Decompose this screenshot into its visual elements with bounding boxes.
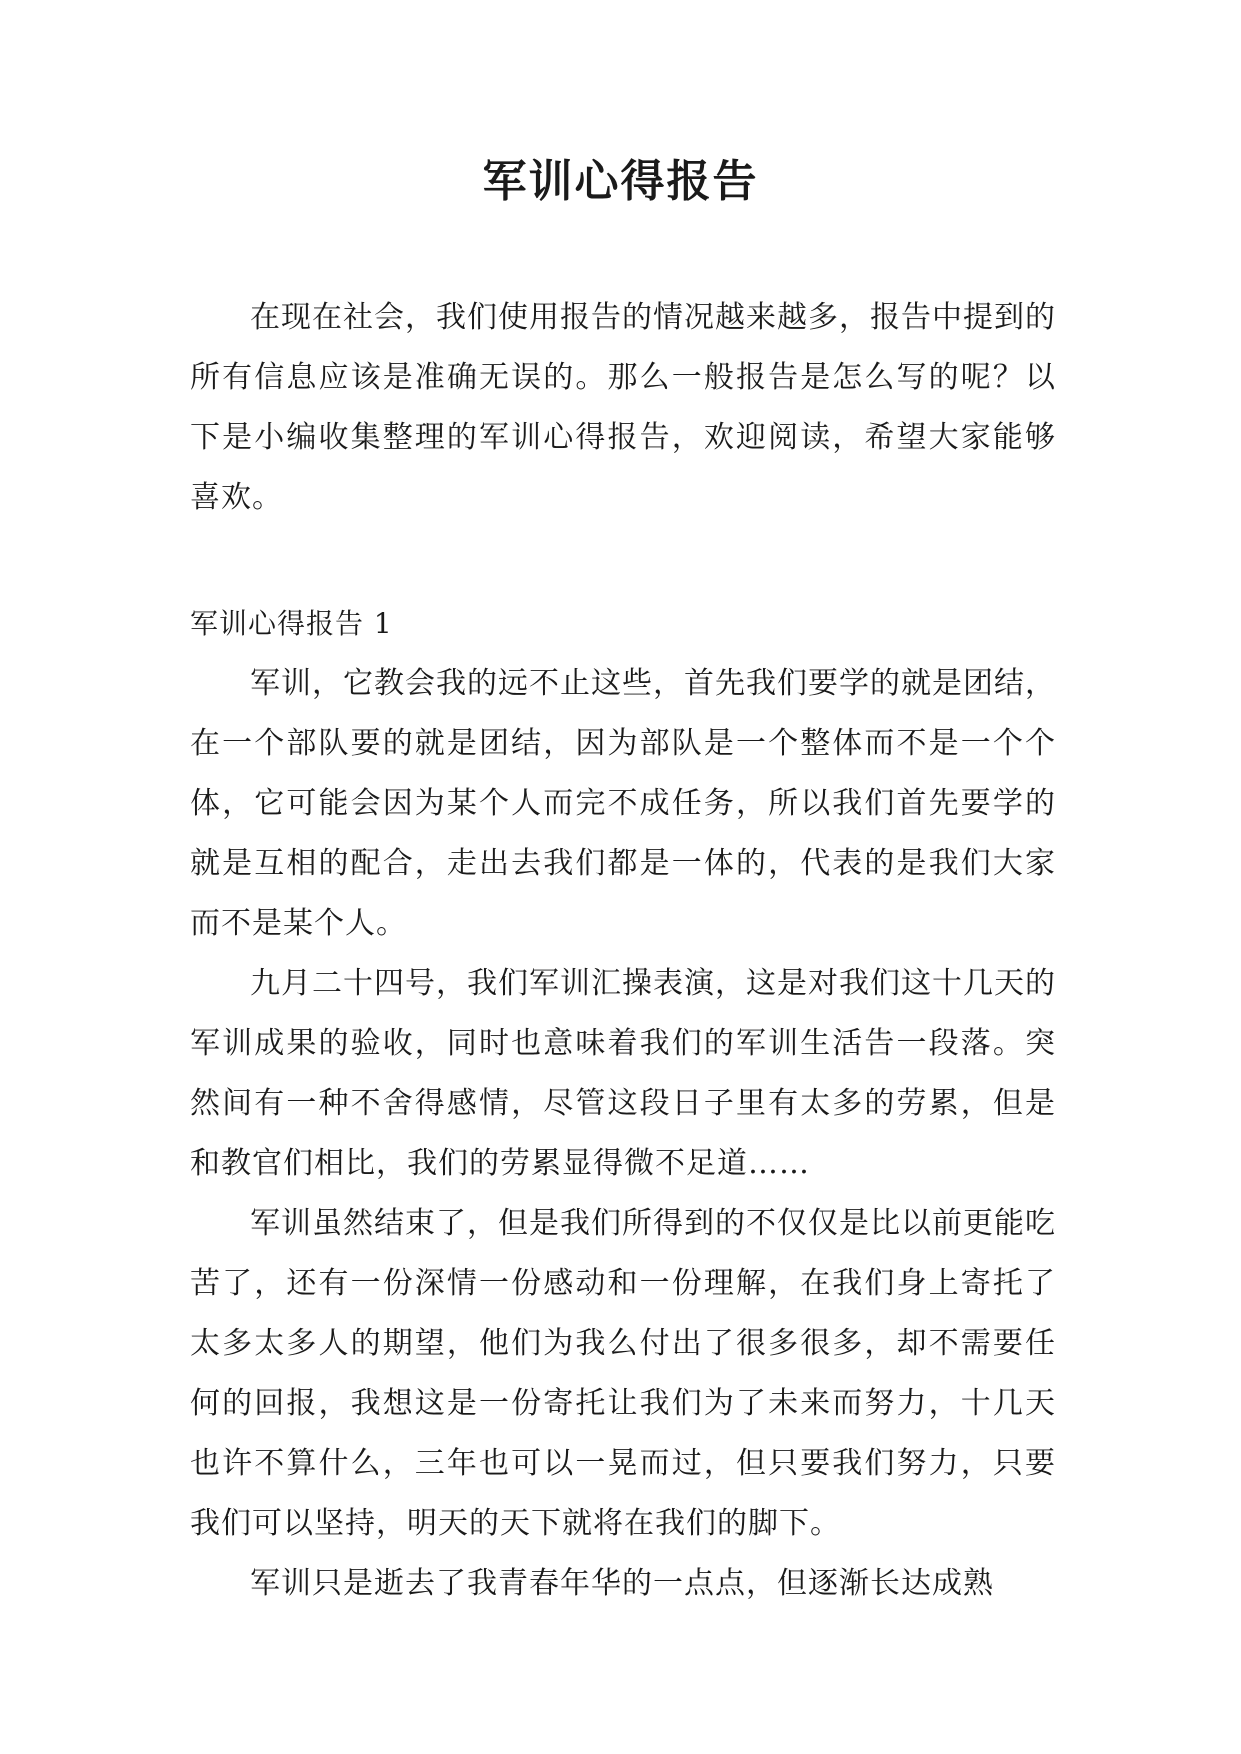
body-paragraph-4: 军训只是逝去了我青春年华的一点点，但逐渐长达成熟 <box>250 1566 994 1601</box>
body-paragraph-2: 九月二十四号，我们军训汇操表演，这是对我们这十几天的军训成果的验收，同时也意味着我们的军训生活告一段落。突然间有一种不舍得感情，尽管这段日子里有太多的劳累，但是和教官们相比，我们的劳累显得微不足道…… <box>190 966 1056 1181</box>
section-heading: 军训心得报告 1 <box>190 607 393 640</box>
document-body <box>190 288 1056 1614</box>
intro-paragraph: 在现在社会，我们使用报告的情况越来越多，报告中提到的所有信息应该是准确无误的。那么一般报告是怎么写的呢？以下是小编收集整理的军训心得报告，欢迎阅读，希望大家能够喜欢。 <box>190 300 1056 515</box>
body-paragraph-3: 军训虽然结束了，但是我们所得到的不仅仅是比以前更能吃苦了，还有一份深情一份感动和一份理解，在我们身上寄托了太多太多人的期望，他们为我么付出了很多很多，却不需要任何的回报，我想这是一份寄托让我们为了未来而努力，十几天也许不算什么，三年也可以一晃而过，但只要我们努力，只要我们可以坚持，明天的天下就将在我们的脚下。 <box>190 1206 1056 1541</box>
document-title: 军训心得报告 <box>482 156 759 207</box>
body-paragraph-1: 军训，它教会我的远不止这些，首先我们要学的就是团结，在一个部队要的就是团结，因为部队是一个整体而不是一个个体，它可能会因为某个人而完不成任务，所以我们首先要学的就是互相的配合，走出去我们都是一体的，代表的是我们大家而不是某个人。 <box>190 666 1056 941</box>
